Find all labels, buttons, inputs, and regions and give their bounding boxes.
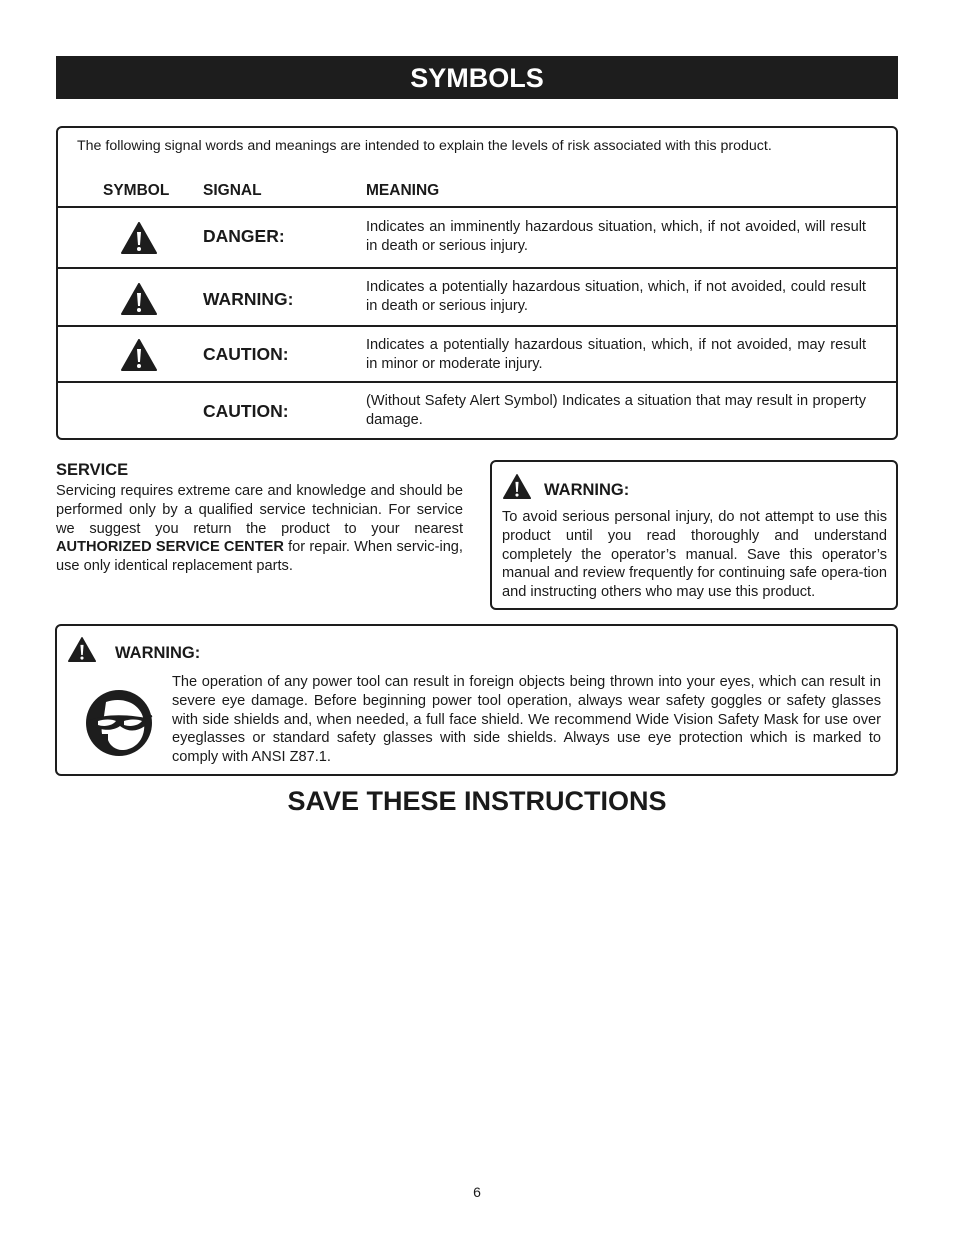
service-title: SERVICE — [56, 461, 129, 479]
symbols-table — [56, 126, 898, 440]
safety-goggles-icon — [84, 688, 154, 758]
service-text-before: Servicing requires extreme care and knowledge and should be performed only by a qualified service technician. For service we suggest you return the product to your nearest — [56, 483, 463, 537]
signal-meaning: Indicates a potentially hazardous situation, which, if not avoided, could result in death or serious injury. — [366, 279, 866, 314]
header-symbol: SYMBOL — [103, 182, 170, 199]
section-title: SYMBOLS — [410, 63, 544, 93]
header-signal: SIGNAL — [203, 182, 262, 199]
section-banner — [56, 56, 898, 99]
save-instructions-heading: SAVE THESE INSTRUCTIONS — [287, 786, 667, 816]
warning-manual-box — [490, 460, 898, 610]
page-number: 6 — [473, 1184, 481, 1200]
warning-text: To avoid serious personal injury, do not attempt to use this product until you read thoroughly and understand completely the operator’s manual. Save this operator’s manual and review frequently for continuing safe opera-tion and instructing others who may use this product. — [502, 509, 887, 601]
service-text — [56, 482, 463, 576]
signal-meaning: Indicates an imminently hazardous situation, which, if not avoided, will result in death or serious injury. — [366, 219, 866, 254]
warning-title: WARNING: — [544, 481, 630, 499]
safety-alert-icon — [68, 637, 96, 662]
signal-word: DANGER: — [203, 226, 285, 246]
service-center-label: AUTHORIZED SERVICE CENTER — [56, 539, 284, 556]
safety-alert-icon — [121, 283, 157, 315]
header-meaning: MEANING — [366, 182, 440, 199]
signal-word: CAUTION: — [203, 401, 289, 421]
safety-alert-icon — [503, 474, 531, 499]
signal-meaning: Indicates a potentially hazardous situation, which, if not avoided, may result in minor or moderate injury. — [366, 337, 866, 372]
signal-meaning: (Without Safety Alert Symbol) Indicates a situation that may result in property damage. — [366, 393, 866, 428]
signal-word: CAUTION: — [203, 344, 289, 364]
table-row — [58, 381, 896, 440]
symbols-intro: The following signal words and meanings are intended to explain the levels of risk associated with this product. — [77, 138, 772, 154]
table-row — [58, 325, 896, 382]
warning-eyes-box — [55, 624, 898, 776]
warning-title: WARNING: — [115, 644, 201, 662]
safety-alert-icon — [121, 222, 157, 254]
signal-word: WARNING: — [203, 289, 294, 309]
service-text-after: for repair. When servic-ing, use only identical replacement parts. — [56, 539, 463, 575]
table-row — [58, 267, 896, 326]
warning-text: The operation of any power tool can result in foreign objects being thrown into your eyes, which can result in severe eye damage. Before beginning power tool operation, always wear safety goggles or safety glasses with side shields and, when needed, a full face shield. We recommend Wide Vision Safety Mask for use over eyeglasses or standard safety glasses with side shields. Always use eye protection which is marked to comply with ANSI Z87.1. — [172, 674, 881, 766]
safety-alert-icon — [121, 339, 157, 371]
table-row — [58, 206, 896, 268]
